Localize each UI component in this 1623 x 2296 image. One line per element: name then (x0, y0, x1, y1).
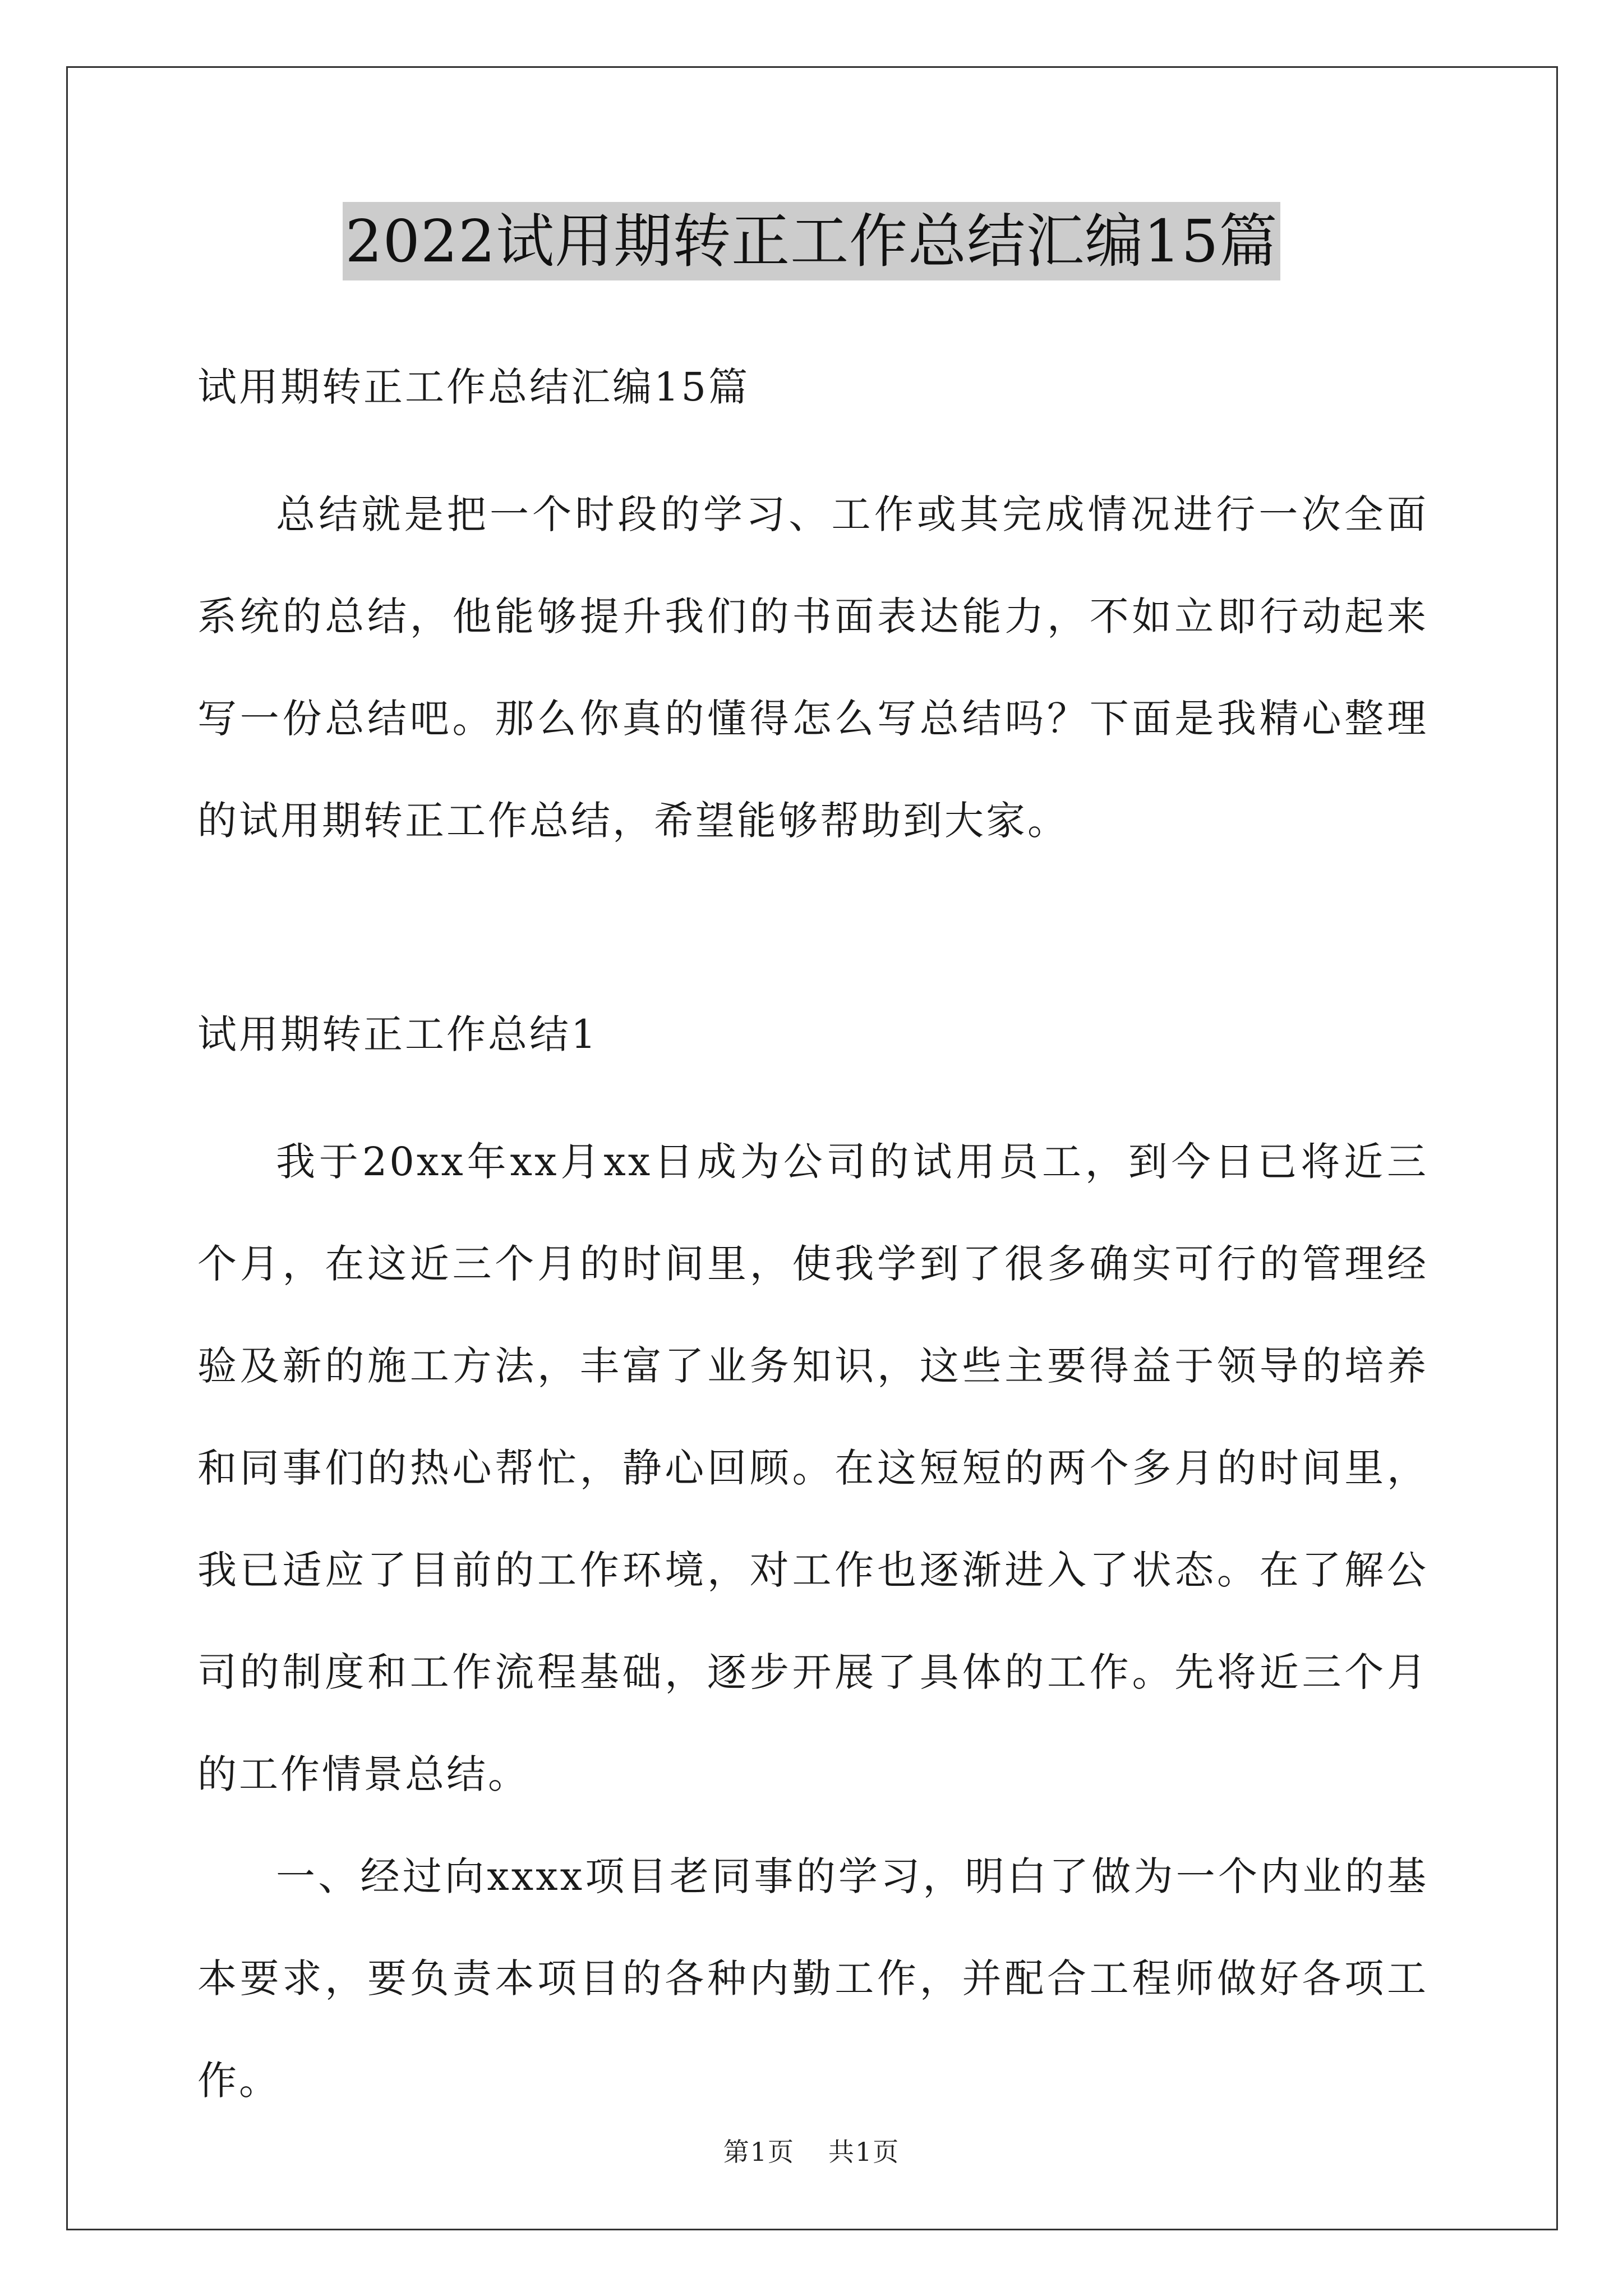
intro-paragraph: 总结就是把一个时段的学习、工作或其完成情况进行一次全面系统的总结，他能够提升我们的书面表达能力，不如立即行动起来写一份总结吧。那么你真的懂得怎么写总结吗？下面是我精心整理的试用期转正工作总结，希望能够帮助到大家。 (197, 491, 1428, 844)
document-body (197, 337, 1428, 2132)
body-paragraph-2: 一、经过向xxxx项目老同事的学习，明白了做为一个内业的基本要求，要负责本项目的各种内勤工作，并配合工程师做好各项工作。 (197, 1853, 1428, 2104)
page-number-current: 第1页 (723, 2137, 795, 2167)
document-title: 2022试用期转正工作总结汇编15篇 (343, 202, 1280, 280)
title-container (0, 202, 1623, 280)
page-footer (0, 2132, 1623, 2169)
section-heading: 试用期转正工作总结1 (197, 1011, 598, 1057)
body-paragraph-1: 我于20xx年xx月xx日成为公司的试用员工，到今日已将近三个月，在这近三个月的时间里，使我学到了很多确实可行的管理经验及新的施工方法，丰富了业务知识，这些主要得益于领导的培养和同事们的热心帮忙，静心回顾。在这短短的两个多月的时间里，我已适应了目前的工作环境，对工作也逐渐进入了状态。在了解公司的制度和工作流程基础，逐步开展了具体的工作。先将近三个月的工作情景总结。 (197, 1139, 1428, 1797)
page-number-total: 共1页 (828, 2137, 900, 2167)
document-subtitle: 试用期转正工作总结汇编15篇 (197, 364, 750, 410)
